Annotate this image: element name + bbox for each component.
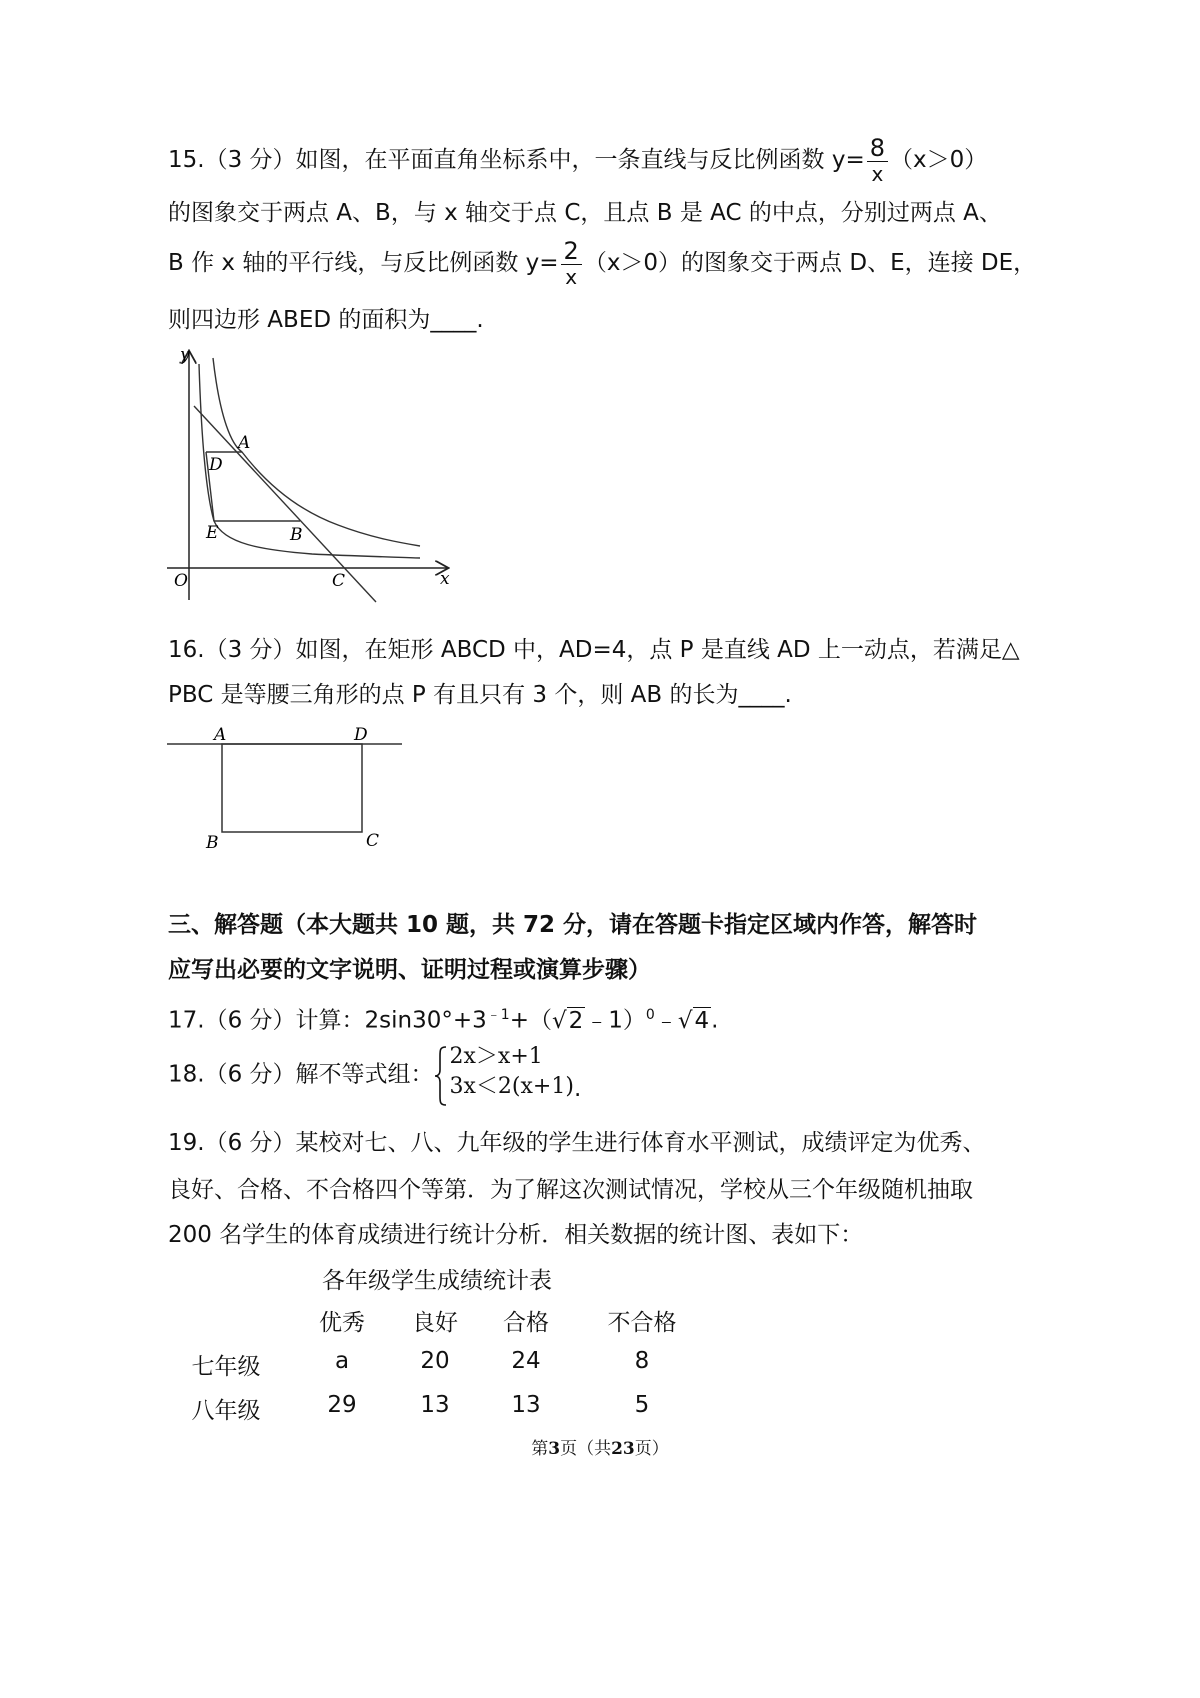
inequality-2: 3x＜2(x+1) — [449, 1074, 574, 1099]
label-b: B — [290, 525, 303, 545]
label-c: C — [332, 571, 346, 591]
rectangle-abcd — [222, 744, 362, 832]
q19-line2: 良好、合格、不合格四个等第．为了解这次测试情况，学校从三个年级随机抽取 — [168, 1177, 973, 1203]
table-cell: 13 — [420, 1392, 450, 1418]
label-d: D — [354, 725, 368, 745]
table-cell: 8 — [634, 1348, 650, 1374]
inequality-1: 2x＞x+1 — [449, 1044, 543, 1069]
q16-line2: PBC 是等腰三角形的点 P 有且只有 3 个，则 AB 的长为____. — [168, 682, 792, 708]
fraction-2-over-x: $\frac{2}{x}$ — [561, 238, 582, 289]
table-cell: a — [334, 1348, 350, 1374]
label-a: A — [214, 725, 227, 745]
q17: 17.（6 分）计算：$2\sin 30^\circ+3^{﹣1}+(√2﹣1)^0﹣√4$. — [168, 990, 718, 1046]
table-cell: 13 — [511, 1392, 541, 1418]
brace-icon — [434, 1046, 448, 1106]
label-o: O — [174, 571, 188, 591]
sqrt-4: √4 — [677, 1007, 710, 1034]
table-cell: 29 — [327, 1392, 357, 1418]
table-cell: 20 — [420, 1348, 450, 1374]
q18: 18.（6 分）解不等式组： 2x＞x+1 3x＜2(x+1) . — [168, 1042, 581, 1102]
q19-line1: 19.（6 分）某校对七、八、九年级的学生进行体育水平测试，成绩评定为优秀、 — [168, 1130, 986, 1156]
page-number: 3 — [548, 1439, 561, 1459]
q15-figure — [162, 340, 462, 610]
label-c: C — [366, 831, 380, 851]
section3-line2: 应写出必要的文字说明、证明过程或演算步骤） — [168, 957, 651, 983]
label-a: A — [238, 433, 251, 453]
page-footer: 第3页（共23页） — [531, 1439, 669, 1459]
table-header: 合格 — [503, 1310, 549, 1336]
table-row-label: 八年级 — [191, 1398, 261, 1424]
q15-line1: 15.（3 分）如图，在平面直角坐标系中，一条直线与反比例函数 y= $\frac{8}{x}$ （x＞0） — [168, 134, 988, 186]
q15-line3: B 作 x 轴的平行线，与反比例函数 y= $\frac{2}{x}$ （x＞0）的图象交于两点 D、E，连接 DE， — [168, 237, 1037, 289]
table-header: 不合格 — [607, 1310, 677, 1336]
table-cell: 24 — [511, 1348, 541, 1374]
q15-line4: 则四边形 ABED 的面积为____. — [168, 307, 484, 333]
page-total: 23 — [611, 1439, 635, 1459]
table-cell: 5 — [634, 1392, 650, 1418]
label-d: D — [209, 455, 223, 475]
label-x: x — [440, 569, 450, 589]
q15-line2: 的图象交于两点 A、B，与 x 轴交于点 C，且点 B 是 AC 的中点，分别过两点 A、 — [168, 200, 1002, 226]
q16-line1: 16.（3 分）如图，在矩形 ABCD 中，AD=4，点 P 是直线 AD 上一动点，若满足△ — [168, 637, 1020, 663]
label-b: B — [206, 833, 219, 853]
section3-line1: 三、解答题（本大题共 10 题，共 72 分，请在答题卡指定区域内作答，解答时 — [168, 912, 978, 938]
line-ac — [194, 406, 376, 602]
label-e: E — [206, 523, 219, 543]
curve-y-2-over-x — [199, 364, 420, 558]
table-title: 各年级学生成绩统计表 — [322, 1268, 552, 1294]
sqrt-2: √2 — [551, 1007, 584, 1034]
label-y: y — [180, 345, 190, 365]
table-header: 优秀 — [319, 1310, 365, 1336]
table-row-label: 七年级 — [191, 1354, 261, 1380]
q16-figure — [162, 720, 412, 860]
inequality-system — [434, 1042, 574, 1102]
fraction-8-over-x: $\frac{8}{x}$ — [867, 135, 888, 186]
q19-line3: 200 名学生的体育成绩进行统计分析．相关数据的统计图、表如下： — [168, 1222, 864, 1248]
table-header: 良好 — [412, 1310, 458, 1336]
